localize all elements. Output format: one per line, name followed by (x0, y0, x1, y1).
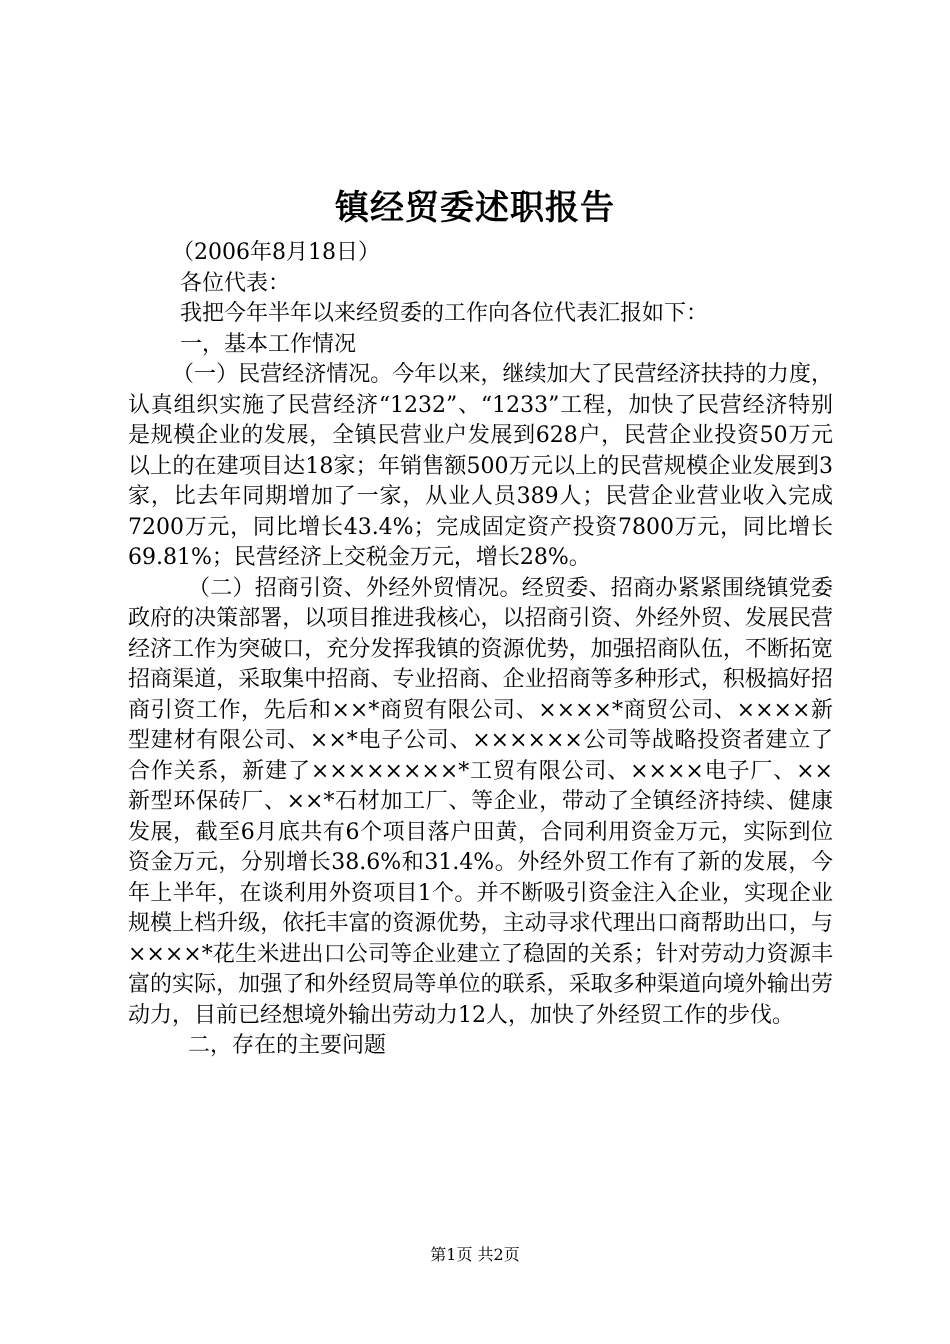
document-title: 镇经贸委述职报告 (335, 188, 615, 228)
page-footer: 第1页 共2页 (430, 1245, 520, 1264)
section-heading-basic-situation: 一，基本工作情况 (180, 331, 357, 357)
paragraph-private-economy: （一）民营经济情况。今年以来，继续加大了民营经济扶持的力度，认真组织实施了民营经济“1232”、“1233”工程，加快了民营经济特别是规模企业的发展，全镇民营业户发展到628户，民营企业投资50万元以上的在建项目达18家；年销售额500万元以上的民营规模企业发展到3家，比去年同期增加了一家，从业人员389人；民营企业营业收入完成7200万元，同比增长43.4%；完成固定资产投资7800万元，同比增长69.81%；民营经济上交税金万元，增长28%。 (128, 362, 833, 570)
intro-paragraph: 我把今年半年以来经贸委的工作向各位代表汇报如下： (180, 301, 709, 326)
section-heading-main-problems: 二，存在的主要问题 (188, 1033, 387, 1058)
document-body (128, 238, 833, 1062)
date-line: （2006年8月18日） (172, 240, 380, 265)
paragraph-investment-trade: （二）招商引资、外经外贸情况。经贸委、招商办紧紧围绕镇党委政府的决策部署，以项目推进我核心，以招商引资、外经外贸、发展民营经济工作为突破口，充分发挥我镇的资源优势，加强招商队伍，不断拓宽招商渠道，采取集中招商、专业招商、企业招商等多种形式，积极搞好招商引资工作，先后和××*商贸有限公司、××××*商贸公司、××××新型建材有限公司、××*电子公司、××××××公司等战略投资者建立了合作关系，新建了××××××××*工贸有限公司、××××电子厂、××新型环保砖厂、××*石材加工厂、等企业，带动了全镇经济持续、健康发展，截至6月底共有6个项目落户田黄，合同利用资金万元，实际到位资金万元，分别增长38.6%和31.4%。外经外贸工作有了新的发展，今年上半年，在谈利用外资项目1个。并不断吸引资金注入企业，实现企业规模上档升级，依托丰富的资源优势，主动寻求代理出口商帮助出口，与××××*花生米进出口公司等企业建立了稳固的关系；针对劳动力资源丰富的实际，加强了和外经贸局等单位的联系，采取多种渠道向境外输出劳动力，目前已经想境外输出劳动力12人，加快了外经贸工作的步伐。 (128, 575, 833, 1028)
salutation: 各位代表： (180, 270, 291, 296)
